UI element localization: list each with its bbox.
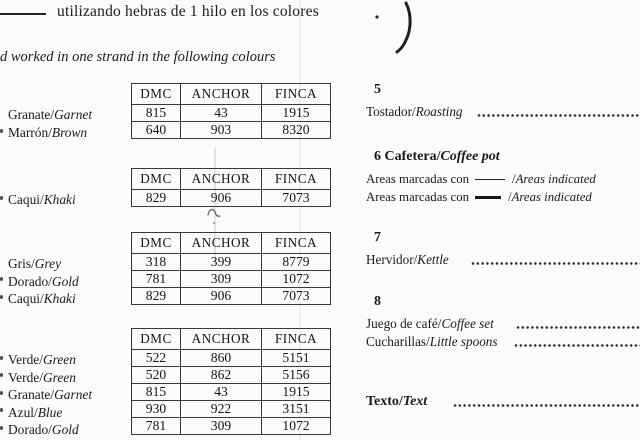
table-header-row	[132, 329, 331, 350]
color-label	[8, 290, 131, 308]
table-row	[132, 401, 331, 418]
color-label	[8, 369, 131, 387]
color-label	[8, 106, 131, 124]
finca-value: 7073	[262, 288, 331, 305]
color-name-es: Caqui	[8, 192, 40, 207]
anchor-value: 860	[181, 350, 262, 367]
color-table-group-3	[0, 232, 331, 308]
table-row	[132, 418, 331, 435]
color-name-en: Khaki	[43, 291, 76, 306]
section-number-5: 5	[374, 82, 381, 97]
leader-dots	[516, 325, 640, 330]
color-name-es: Granate	[8, 387, 51, 402]
anchor-value: 906	[181, 190, 262, 207]
motif-name-es: Hervidor	[366, 252, 414, 267]
color-label	[8, 351, 131, 369]
col-header-dmc: DMC	[132, 84, 181, 105]
color-name-en: Gold	[51, 273, 79, 289]
motif-name-en: Little spoons	[429, 334, 498, 349]
label-separator: /	[31, 256, 35, 271]
col-header-dmc: DMC	[132, 329, 181, 350]
finca-value: 1072	[262, 271, 331, 288]
dmc-value: 829	[132, 288, 181, 305]
col-header-anchor: ANCHOR	[181, 233, 262, 254]
color-label	[8, 404, 131, 422]
anchor-value: 309	[181, 271, 262, 288]
col-header-anchor: ANCHOR	[181, 169, 262, 190]
color-table-group-1	[0, 83, 331, 141]
color-name-en: Grey	[34, 256, 62, 271]
finca-value: 1915	[262, 384, 331, 401]
finca-value: 3151	[262, 401, 331, 418]
label-separator: /	[39, 352, 43, 367]
color-labels-3	[0, 232, 131, 308]
finca-value: 5151	[262, 350, 331, 367]
col-header-finca: FINCA	[262, 169, 331, 190]
table-header-row	[132, 169, 331, 190]
color-name-es: Dorado	[8, 422, 49, 437]
anchor-value: 309	[181, 418, 262, 435]
intro-line-spanish: utilizando hebras de 1 hilo en los colores	[57, 3, 319, 20]
label-separator: /	[437, 316, 442, 331]
motif-name-es: Cucharillas	[366, 334, 427, 349]
section-number-6: 6	[374, 149, 381, 164]
label-separator: /	[436, 149, 441, 164]
color-label	[8, 386, 131, 404]
color-name-es: Azul	[8, 404, 35, 420]
color-name-es: Verde	[8, 369, 40, 385]
col-header-dmc: DMC	[132, 233, 181, 254]
thread-table-4	[131, 328, 331, 435]
dmc-value: 930	[132, 401, 181, 418]
dmc-value: 815	[132, 105, 181, 122]
anchor-value: 862	[181, 367, 262, 384]
color-name-en: Garnet	[54, 387, 93, 402]
anchor-value: 903	[181, 122, 262, 139]
areas-text-es: Areas marcadas con	[366, 172, 470, 186]
finca-value: 8320	[262, 122, 331, 139]
footer-line-texto	[366, 394, 640, 410]
areas-text-en: Areas indicated	[511, 190, 592, 204]
strand-dash-intro	[0, 13, 46, 15]
dmc-value: 781	[132, 418, 181, 435]
color-label	[8, 124, 131, 142]
leader-dots	[514, 343, 640, 348]
dmc-value: 640	[132, 122, 181, 139]
col-header-finca: FINCA	[262, 329, 331, 350]
color-name-es: Dorado	[8, 273, 49, 289]
color-label	[8, 273, 131, 291]
color-name-en: Blue	[37, 404, 63, 420]
col-header-finca: FINCA	[262, 233, 331, 254]
intro-line-english: d worked in one strand in the following colours	[0, 49, 276, 65]
color-labels-2	[0, 168, 131, 209]
table-header-row	[132, 84, 331, 105]
color-name-en: Green	[42, 352, 76, 367]
areas-text-en: Areas indicated	[515, 172, 596, 186]
areas-line-1	[366, 172, 640, 187]
color-name-es: Marrón	[8, 124, 49, 140]
leader-dots	[471, 261, 640, 266]
motif-name-es: Tostador	[366, 104, 412, 119]
label-separator: /	[413, 252, 418, 267]
color-name-es: Caqui	[8, 291, 40, 306]
finca-value: 7073	[262, 190, 331, 207]
table-row	[132, 254, 331, 271]
finca-value: 1072	[262, 418, 331, 435]
table-row	[132, 384, 331, 401]
label-separator: /	[50, 387, 55, 402]
color-name-en: Green	[42, 369, 76, 385]
footer-label-es: Texto	[366, 394, 399, 409]
motif-line-cucharillas	[366, 334, 640, 350]
motif-name-en: Coffee pot	[440, 149, 500, 164]
label-separator: /	[39, 369, 43, 385]
thread-table-3	[131, 232, 331, 305]
col-header-finca: FINCA	[262, 84, 331, 105]
label-separator: /	[512, 172, 516, 186]
dmc-value: 520	[132, 367, 181, 384]
motif-name-en: Kettle	[417, 252, 449, 267]
col-header-dmc: DMC	[132, 169, 181, 190]
thread-table-2	[131, 168, 331, 207]
dmc-value: 781	[132, 271, 181, 288]
label-separator: /	[48, 422, 52, 437]
table-row	[132, 271, 331, 288]
motif-name-en: Coffee set	[441, 316, 494, 331]
anchor-value: 906	[181, 288, 262, 305]
anchor-value: 922	[181, 401, 262, 418]
areas-line-2	[366, 190, 640, 205]
color-name-en: Garnet	[54, 107, 93, 122]
motif-line-hervidor	[366, 252, 640, 268]
color-labels-4	[0, 328, 131, 439]
finca-value: 5156	[262, 367, 331, 384]
color-name-es: Verde	[8, 352, 40, 367]
motif-line-juego-de-cafe	[366, 316, 640, 332]
motif-name-en: Roasting	[415, 104, 463, 119]
dmc-value: 829	[132, 190, 181, 207]
anchor-value: 43	[181, 105, 262, 122]
color-name-en: Khaki	[43, 192, 76, 207]
table-row	[132, 122, 331, 139]
section-number-8: 8	[374, 294, 381, 309]
motif-name-es: Juego de café	[366, 316, 438, 331]
motif-name-es: Cafetera	[384, 149, 437, 164]
thread-table-1	[131, 83, 331, 139]
color-table-group-4	[0, 328, 331, 439]
section-number-7: 7	[374, 230, 381, 245]
dmc-value: 522	[132, 350, 181, 367]
color-name-en: Gold	[51, 422, 79, 437]
strand-dash-thick	[475, 196, 501, 199]
label-separator: /	[48, 273, 52, 289]
leader-dots	[477, 113, 640, 118]
label-separator: /	[48, 124, 52, 140]
color-name-en: Brown	[51, 124, 88, 140]
color-label	[8, 421, 131, 439]
label-separator: /	[50, 107, 55, 122]
dmc-value: 815	[132, 384, 181, 401]
color-labels-1	[0, 83, 131, 141]
label-separator: /	[508, 190, 512, 204]
finca-value: 1915	[262, 105, 331, 122]
color-label	[8, 255, 131, 273]
col-header-anchor: ANCHOR	[181, 84, 262, 105]
areas-text-es: Areas marcadas con	[366, 190, 470, 204]
table-row	[132, 367, 331, 384]
color-table-group-2	[0, 168, 331, 209]
label-separator: /	[34, 404, 38, 420]
leader-dots	[453, 403, 640, 408]
color-name-es: Gris	[8, 256, 32, 271]
label-separator: /	[398, 394, 403, 409]
anchor-value: 43	[181, 384, 262, 401]
color-name-es: Granate	[8, 107, 51, 122]
table-header-row	[132, 233, 331, 254]
table-row	[132, 190, 331, 207]
label-separator: /	[411, 104, 416, 119]
table-row	[132, 105, 331, 122]
color-label	[8, 191, 131, 209]
finca-value: 8779	[262, 254, 331, 271]
table-row	[132, 350, 331, 367]
footer-label-en: Text	[402, 394, 428, 409]
dmc-value: 318	[132, 254, 181, 271]
ink-mark	[370, 0, 415, 58]
label-separator: /	[426, 334, 430, 349]
motif-line-tostador	[366, 104, 640, 120]
anchor-value: 399	[181, 254, 262, 271]
col-header-anchor: ANCHOR	[181, 329, 262, 350]
strand-dash-thin	[475, 179, 505, 181]
section-heading-6	[374, 149, 500, 165]
label-separator: /	[40, 192, 44, 207]
label-separator: /	[40, 291, 44, 306]
table-row	[132, 288, 331, 305]
